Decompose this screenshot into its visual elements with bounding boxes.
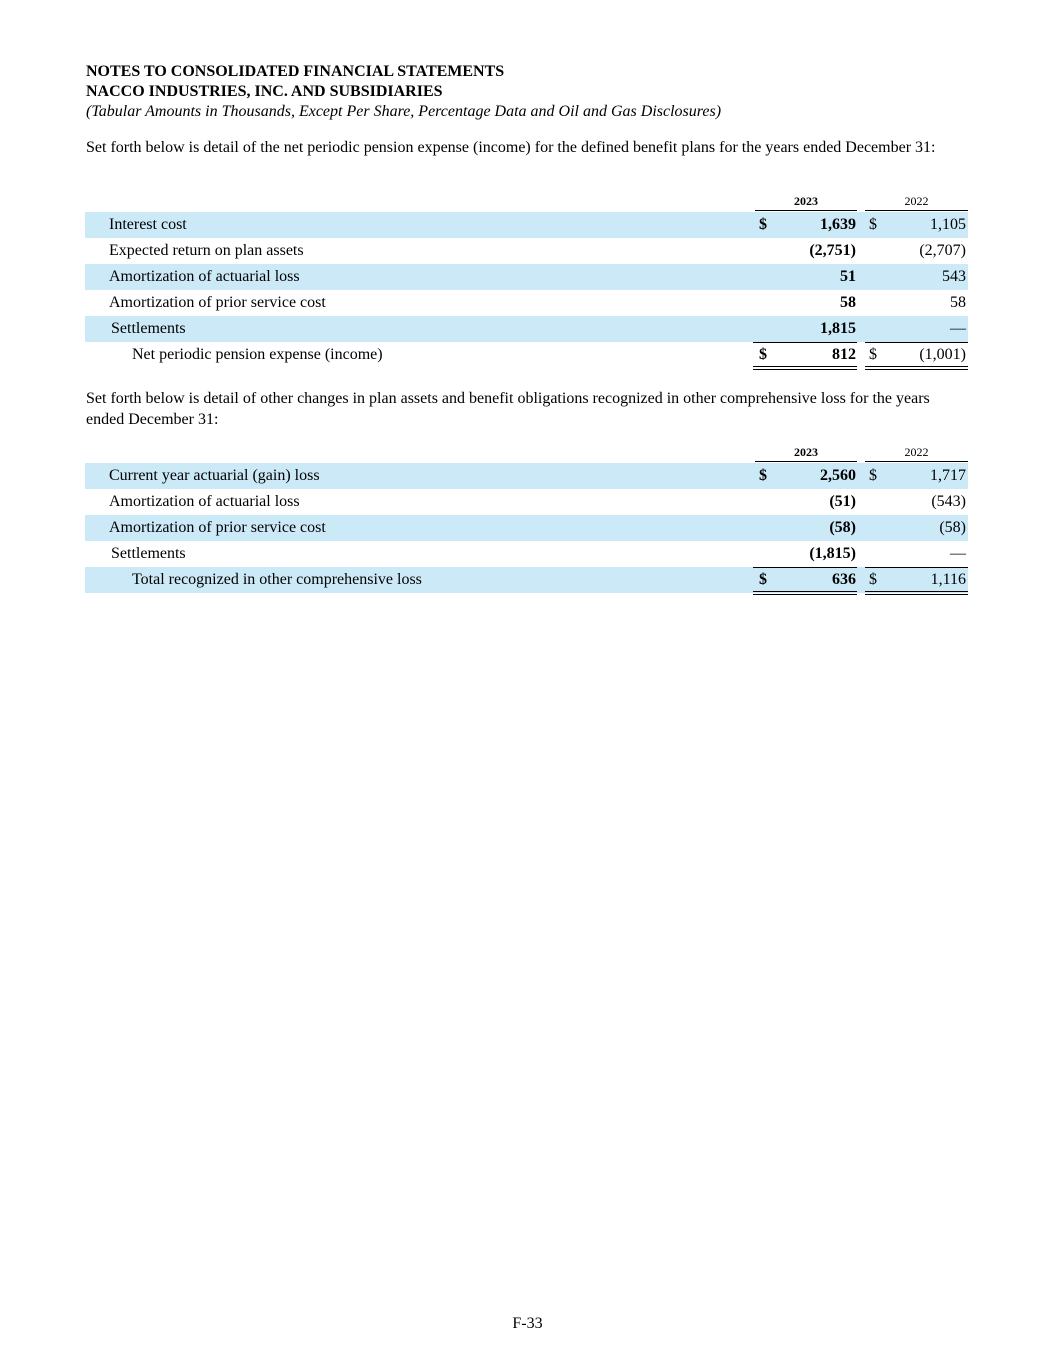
subtotal-rule-2022 bbox=[865, 342, 968, 343]
double-underline-2022 bbox=[865, 366, 968, 370]
total-value-2022: 1,116 bbox=[930, 571, 966, 588]
total-row bbox=[85, 567, 968, 593]
row-label: Amortization of prior service cost bbox=[109, 519, 326, 536]
currency-symbol-2022: $ bbox=[869, 216, 877, 233]
total-value-2023: 812 bbox=[832, 346, 856, 363]
double-underline-2022 bbox=[865, 591, 968, 595]
column-header-row bbox=[85, 193, 968, 212]
currency-symbol-2023: $ bbox=[759, 346, 767, 363]
table-row bbox=[85, 463, 968, 489]
currency-symbol-2023: $ bbox=[759, 467, 767, 484]
value-2023: (1,815) bbox=[809, 545, 856, 562]
table-row bbox=[85, 316, 968, 342]
pension-expense-intro: Set forth below is detail of the net periodic pension expense (income) for the defined benefit plans for the years ended December 31: bbox=[86, 139, 936, 156]
column-header-2023: 2023 bbox=[755, 444, 857, 462]
currency-symbol-2023: $ bbox=[759, 571, 767, 588]
table-row bbox=[85, 515, 968, 541]
comprehensive-loss-table bbox=[85, 444, 968, 593]
row-label: Amortization of actuarial loss bbox=[109, 268, 300, 285]
currency-symbol-2022: $ bbox=[869, 467, 877, 484]
double-underline-2023 bbox=[753, 366, 857, 370]
row-label: Amortization of actuarial loss bbox=[109, 493, 300, 510]
value-2023: (58) bbox=[829, 519, 856, 536]
page-number: F-33 bbox=[512, 1315, 543, 1332]
total-value-2023: 636 bbox=[832, 571, 856, 588]
table-row bbox=[85, 541, 968, 567]
value-2022: 1,717 bbox=[930, 467, 966, 484]
total-value-2022: (1,001) bbox=[919, 346, 966, 363]
row-label: Amortization of prior service cost bbox=[109, 294, 326, 311]
row-label: Current year actuarial (gain) loss bbox=[109, 467, 320, 484]
table-row bbox=[85, 264, 968, 290]
value-2023: (51) bbox=[829, 493, 856, 510]
value-2023: 2,560 bbox=[820, 467, 856, 484]
row-label: Interest cost bbox=[109, 216, 187, 233]
currency-symbol-2022: $ bbox=[869, 571, 877, 588]
value-2022: 1,105 bbox=[930, 216, 966, 233]
subtotal-rule-2023 bbox=[753, 342, 857, 343]
value-2023: 1,815 bbox=[820, 320, 856, 337]
row-label: Expected return on plan assets bbox=[109, 242, 304, 259]
column-header-row bbox=[85, 444, 968, 463]
total-row bbox=[85, 342, 968, 368]
value-2022: 58 bbox=[950, 294, 966, 311]
table-row bbox=[85, 212, 968, 238]
row-label: Settlements bbox=[111, 545, 186, 562]
total-label: Net periodic pension expense (income) bbox=[132, 346, 383, 363]
total-label: Total recognized in other comprehensive loss bbox=[132, 571, 422, 588]
comprehensive-loss-intro: Set forth below is detail of other changes in plan assets and benefit obligations recognized in other comprehensive loss for the years ended December 31: bbox=[86, 390, 930, 428]
column-header-2022: 2022 bbox=[865, 444, 968, 462]
table-row bbox=[85, 290, 968, 316]
value-2022: — bbox=[950, 545, 966, 562]
currency-symbol-2022: $ bbox=[869, 346, 877, 363]
subtotal-rule-2023 bbox=[753, 567, 857, 568]
value-2023: (2,751) bbox=[809, 242, 856, 259]
value-2023: 1,639 bbox=[820, 216, 856, 233]
value-2022: — bbox=[950, 320, 966, 337]
notes-heading: NOTES TO CONSOLIDATED FINANCIAL STATEMENTS bbox=[86, 63, 505, 80]
value-2022: 543 bbox=[942, 268, 966, 285]
value-2023: 51 bbox=[840, 268, 856, 285]
company-heading: NACCO INDUSTRIES, INC. AND SUBSIDIARIES bbox=[86, 83, 443, 100]
value-2023: 58 bbox=[840, 294, 856, 311]
column-header-2022: 2022 bbox=[865, 193, 968, 211]
row-label: Settlements bbox=[111, 320, 186, 337]
table-row bbox=[85, 489, 968, 515]
subtotal-rule-2022 bbox=[865, 567, 968, 568]
pension-expense-table bbox=[85, 193, 968, 368]
table-row bbox=[85, 238, 968, 264]
value-2022: (58) bbox=[939, 519, 966, 536]
currency-symbol-2023: $ bbox=[759, 216, 767, 233]
column-header-2023: 2023 bbox=[755, 193, 857, 211]
amounts-note: (Tabular Amounts in Thousands, Except Per Share, Percentage Data and Oil and Gas Disclosures) bbox=[86, 103, 722, 120]
value-2022: (2,707) bbox=[919, 242, 966, 259]
double-underline-2023 bbox=[753, 591, 857, 595]
value-2022: (543) bbox=[931, 493, 966, 510]
